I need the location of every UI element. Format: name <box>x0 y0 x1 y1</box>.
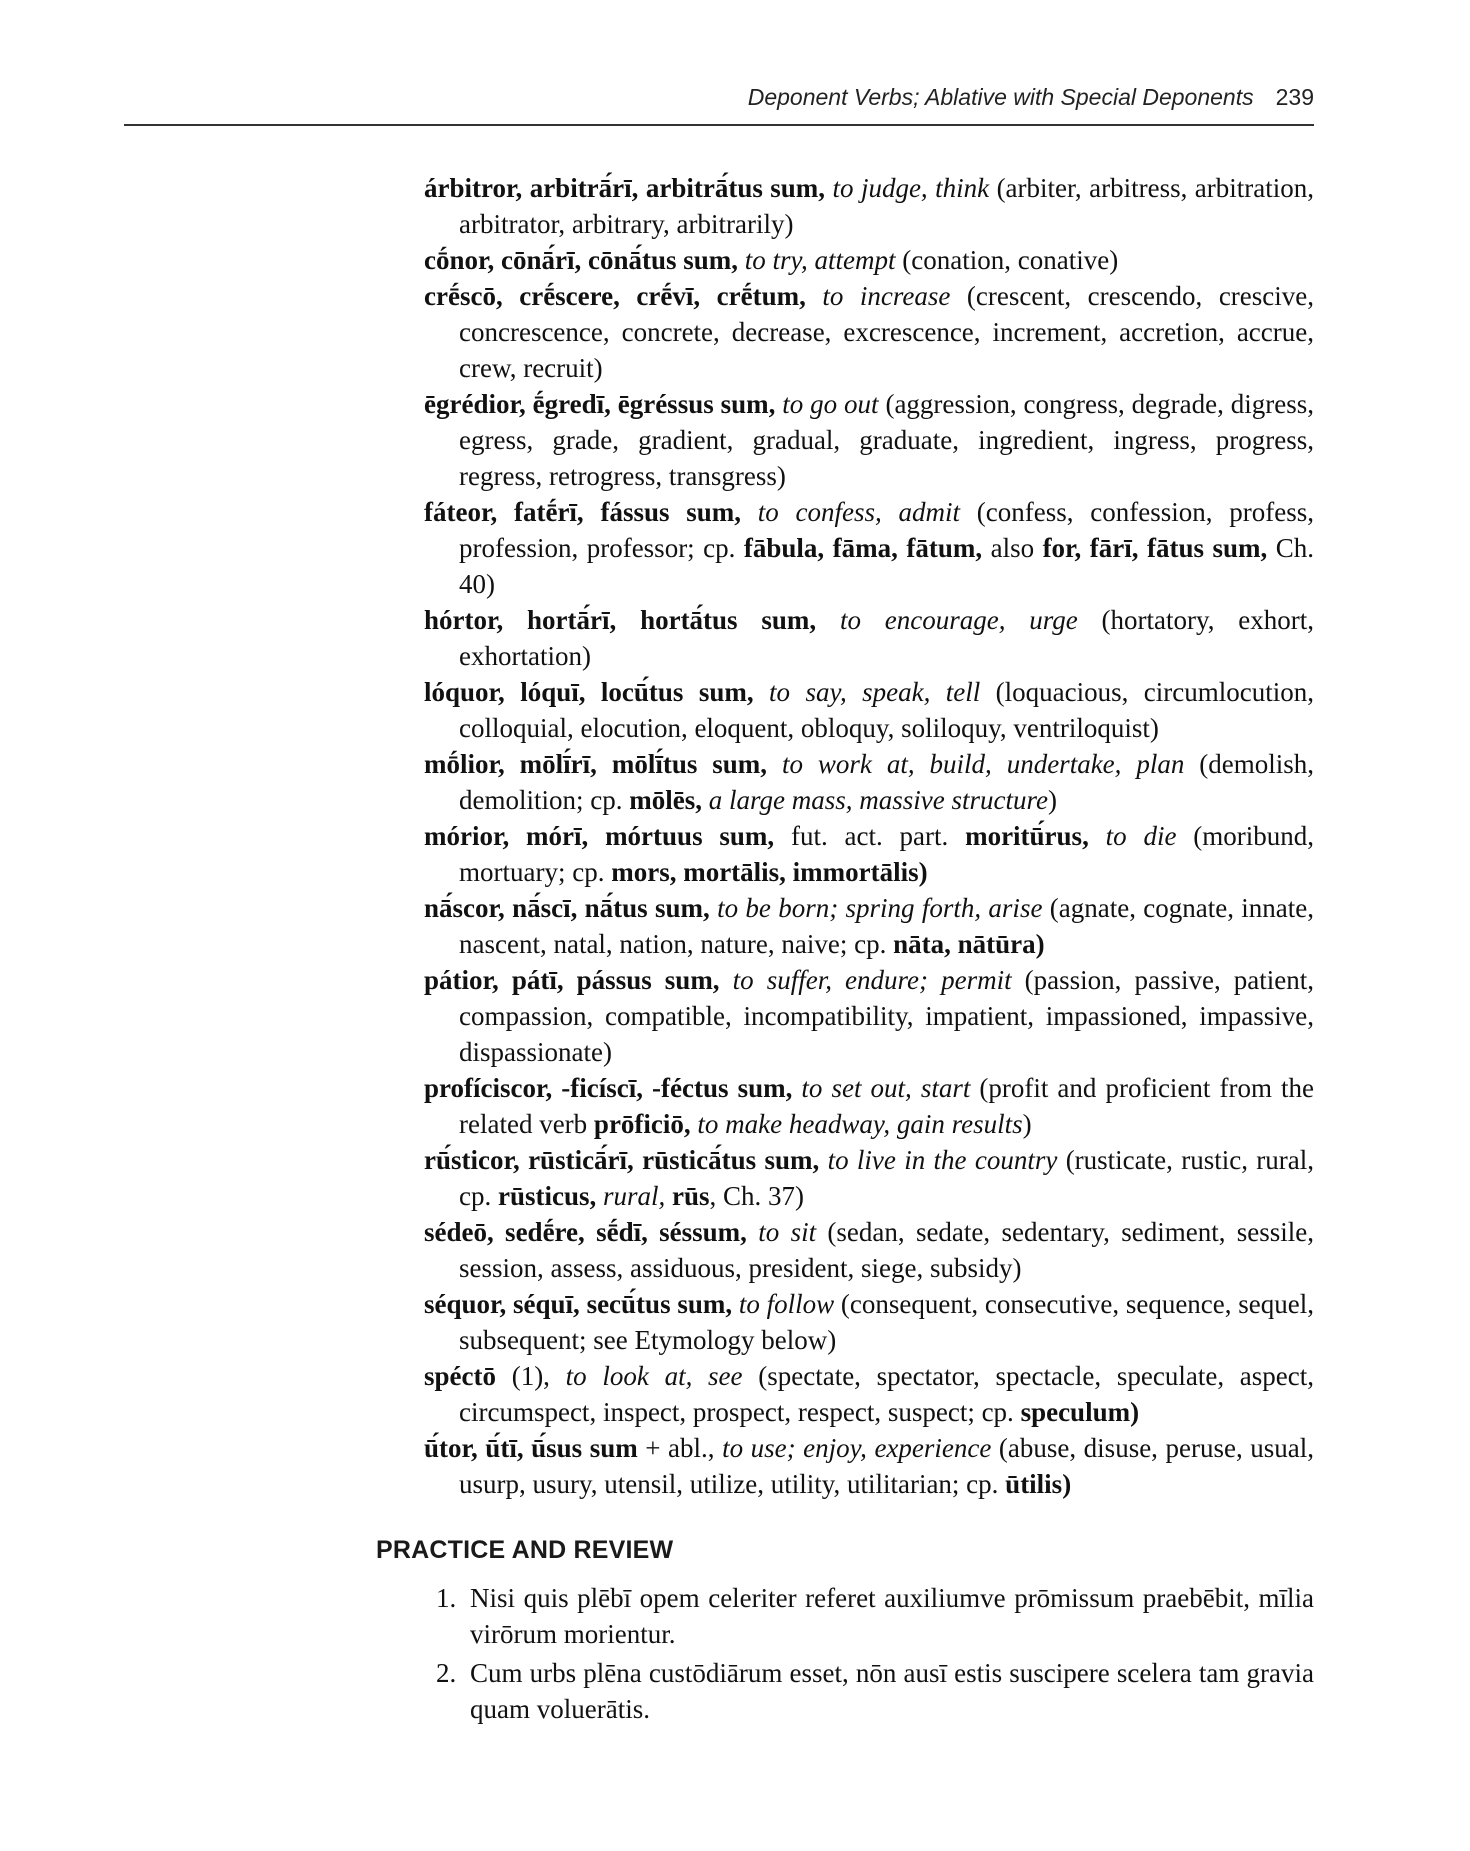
definition: to increase <box>822 281 951 311</box>
entry-text <box>741 497 758 527</box>
latin-term: crḗscō, crḗscere, crḗvī, crḗtum, <box>424 281 806 311</box>
entry-text: (aggression, congress, degrade, digress, egress, grade, gradient, gradual, graduate, ingredient, ingress, progress, regress, retrogress, transgress) <box>459 389 1314 491</box>
definition: a large mass, massive structure <box>708 785 1048 815</box>
definition: rural, <box>603 1181 666 1211</box>
entry-text: (agnate, cognate, innate, nascent, natal, nation, nature, naive; cp. <box>459 893 1315 959</box>
definition: to go out <box>782 389 879 419</box>
entry-text <box>732 1289 739 1319</box>
definition: to confess, admit <box>757 497 961 527</box>
latin-term: hórtor, hortā́rī, hortā́tus sum, <box>424 605 817 635</box>
vocab-entry <box>424 1070 1314 1142</box>
chapter-title: Deponent Verbs; Ablative with Special Deponents <box>747 84 1254 110</box>
vocab-entry <box>424 1358 1314 1430</box>
latin-term: nā́scor, nā́scī, nā́tus sum, <box>424 893 710 923</box>
practice-item <box>436 1580 1314 1652</box>
definition: to make headway, gain results <box>697 1109 1023 1139</box>
definition: to suffer, endure; permit <box>732 965 1012 995</box>
definition: to work at, build, undertake, plan <box>781 749 1185 779</box>
entry-text <box>747 1217 758 1247</box>
entry-text: (crescent, crescendo, crescive, concrescence, concrete, decrease, excrescence, increment, accretion, accrue, crew, recruit) <box>459 281 1315 383</box>
entry-text: , Ch. 37) <box>709 1181 805 1211</box>
entry-text: (loquacious, circumlocution, colloquial, elocution, eloquent, obloquy, soliloquy, ventriloquist) <box>459 677 1315 743</box>
practice-item-number: 1. <box>436 1583 457 1613</box>
practice-item-text: Cum urbs plēna custōdiārum esset, nōn ausī estis suscipere scelera tam gravia quam voluerātis. <box>470 1658 1314 1724</box>
latin-term: ēgrédior, ḗgredī, ēgréssus sum, <box>424 389 776 419</box>
vocab-entry <box>424 962 1314 1070</box>
entry-text: (consequent, consecutive, sequence, sequel, subsequent; see Etymology below) <box>459 1289 1315 1355</box>
vocab-entry <box>424 1142 1314 1214</box>
latin-term: ūtilis) <box>1005 1469 1072 1499</box>
entry-text <box>710 893 717 923</box>
section-heading: PRACTICE AND REVIEW <box>376 1536 674 1564</box>
latin-term: prōficiō, <box>593 1109 691 1139</box>
latin-term: rū́sticor, rūsticā́rī, rūsticā́tus sum, <box>424 1145 820 1175</box>
entry-text: ) <box>1022 1109 1032 1139</box>
latin-term: lóquor, lóquī, locū́tus sum, <box>424 677 754 707</box>
vocab-entry <box>424 278 1314 386</box>
entry-text <box>767 749 782 779</box>
latin-term: fābula, fāma, fātum, <box>743 533 983 563</box>
entry-text: (1), <box>495 1361 566 1391</box>
vocabulary-list <box>424 170 1314 1502</box>
latin-term: séquor, séquī, secū́tus sum, <box>424 1289 733 1319</box>
latin-term: mórior, mórī, mórtuus sum, <box>424 821 775 851</box>
definition: to judge, think <box>832 173 990 203</box>
definition: to use; enjoy, experience <box>722 1433 992 1463</box>
entry-text: (rusticate, rustic, rural, cp. <box>459 1145 1315 1211</box>
definition: to say, speak, tell <box>769 677 981 707</box>
entry-text <box>1089 821 1106 851</box>
definition: to die <box>1105 821 1177 851</box>
latin-term: fáteor, fatḗrī, fássus sum, <box>424 497 742 527</box>
latin-term: mōlēs, <box>629 785 702 815</box>
latin-term: moritū́rus, <box>965 821 1089 851</box>
vocab-entry <box>424 890 1314 962</box>
entry-text <box>806 281 823 311</box>
latin-term: mors, mortālis, immortālis) <box>611 857 928 887</box>
latin-term: rūs <box>672 1181 710 1211</box>
latin-term: sédeō, sedḗre, sḗdī, séssum, <box>424 1217 747 1247</box>
latin-term: ū́tor, ū́tī, ū́sus sum <box>424 1433 638 1463</box>
vocab-entry <box>424 242 1314 278</box>
vocab-entry <box>424 1286 1314 1358</box>
practice-item-number: 2. <box>436 1658 457 1688</box>
entry-text: Ch. 40) <box>459 533 1314 599</box>
entry-text: fut. act. part. <box>774 821 966 851</box>
latin-term: rūsticus, <box>497 1181 597 1211</box>
vocab-entry <box>424 674 1314 746</box>
definition: to live in the country <box>827 1145 1058 1175</box>
definition: to encourage, urge <box>839 605 1078 635</box>
entry-text: (abuse, disuse, peruse, usual, usurp, usury, utensil, utilize, utility, utilitarian; cp. <box>459 1433 1314 1499</box>
entry-text <box>754 677 769 707</box>
header-rule <box>124 124 1314 126</box>
latin-term: árbitror, arbitrā́rī, arbitrā́tus sum, <box>424 173 826 203</box>
latin-term: for, fārī, fātus sum, <box>1042 533 1268 563</box>
entry-text: (spectate, spectator, spectacle, speculate, aspect, circumspect, inspect, prospect, respect, suspect; cp. <box>459 1361 1315 1427</box>
definition: to sit <box>758 1217 817 1247</box>
definition: to try, attempt <box>744 245 896 275</box>
definition: to follow <box>738 1289 835 1319</box>
definition: to set out, start <box>801 1073 971 1103</box>
practice-list <box>436 1580 1314 1730</box>
entry-text: (sedan, sedate, sedentary, sediment, sessile, session, assess, assiduous, president, siege, subsidy) <box>459 1217 1315 1283</box>
vocab-entry <box>424 170 1314 242</box>
running-header <box>124 84 1314 111</box>
entry-text: (hortatory, exhort, exhortation) <box>459 605 1315 671</box>
latin-term: mṓlior, mōlī́rī, mōlī́tus sum, <box>424 749 768 779</box>
definition: to look at, see <box>565 1361 743 1391</box>
definition: to be born; spring forth, arise <box>717 893 1043 923</box>
entry-text <box>816 605 840 635</box>
vocab-entry <box>424 746 1314 818</box>
entry-text: (profit and proficient from the related verb <box>459 1073 1315 1139</box>
entry-text: + abl., <box>637 1433 723 1463</box>
entry-text <box>825 173 832 203</box>
entry-text: (passion, passive, patient, compassion, compatible, incompatibility, impatient, impassioned, impassive, dispassionate) <box>459 965 1315 1067</box>
vocab-entry <box>424 1214 1314 1286</box>
entry-text: (demolish, demolition; cp. <box>459 749 1315 815</box>
latin-term: speculum) <box>1020 1397 1140 1427</box>
entry-text: (confess, confession, profess, profession, professor; cp. <box>459 497 1315 563</box>
latin-term: pátior, pátī, pássus sum, <box>424 965 720 995</box>
vocab-entry <box>424 818 1314 890</box>
entry-text <box>738 245 745 275</box>
entry-text: ) <box>1047 785 1057 815</box>
page-number: 239 <box>1275 84 1314 110</box>
vocab-entry <box>424 1430 1314 1502</box>
latin-term: nāta, nātūra) <box>893 929 1045 959</box>
vocab-entry <box>424 602 1314 674</box>
latin-term: spéctō <box>424 1361 496 1391</box>
entry-text: also <box>982 533 1043 563</box>
vocab-entry <box>424 386 1314 494</box>
latin-term: cṓnor, cōnā́rī, cōnā́tus sum, <box>424 245 739 275</box>
practice-item-text: Nisi quis plēbī opem celeriter referet auxiliumve prōmissum praebēbit, mīlia virōrum morientur. <box>470 1583 1314 1649</box>
practice-item <box>436 1655 1314 1727</box>
vocab-entry <box>424 494 1314 602</box>
entry-text <box>819 1145 827 1175</box>
entry-text: (arbiter, arbitress, arbitration, arbitrator, arbitrary, arbitrarily) <box>459 173 1314 239</box>
latin-term: profíciscor, -ficíscī, -féctus sum, <box>424 1073 793 1103</box>
entry-text: (conation, conative) <box>895 245 1119 275</box>
entry-text <box>702 785 709 815</box>
entry-text <box>720 965 733 995</box>
entry-text: (moribund, mortuary; cp. <box>459 821 1314 887</box>
entry-text <box>596 1181 603 1211</box>
